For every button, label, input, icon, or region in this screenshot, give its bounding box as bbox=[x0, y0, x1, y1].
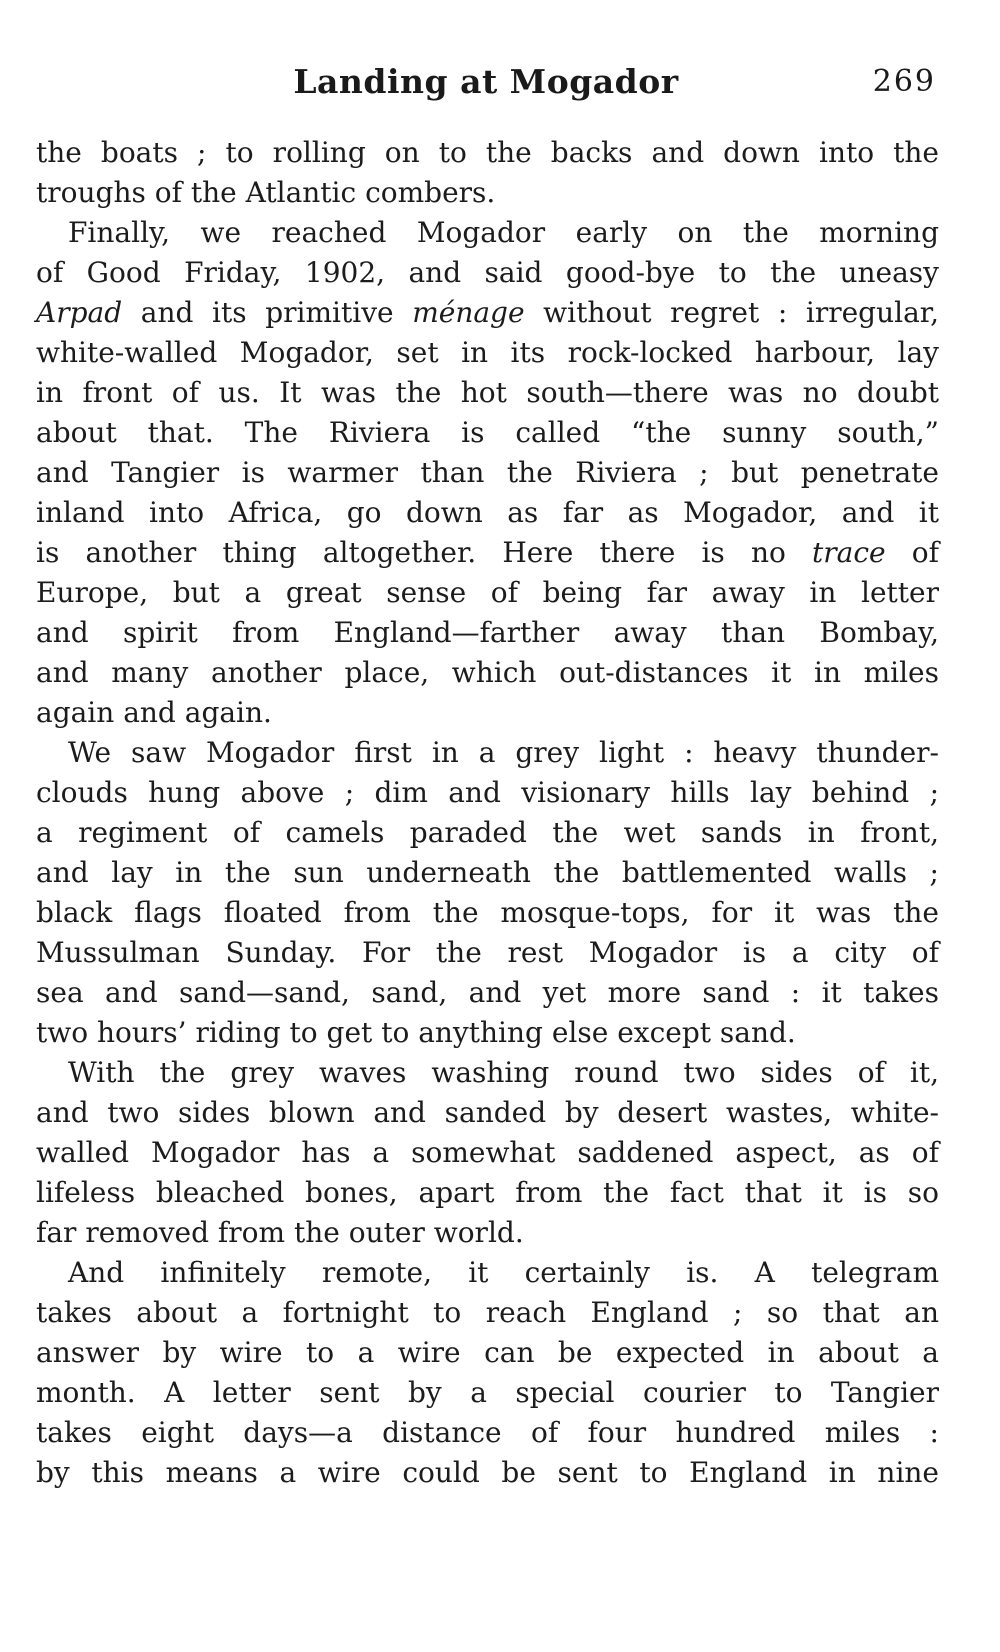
text-line: of Good Friday, 1902, and said good-bye to the uneasy bbox=[36, 256, 939, 289]
text-line: and spirit from England—farther away than Bombay, bbox=[36, 616, 939, 649]
text-line: troughs of the Atlantic combers. bbox=[36, 176, 496, 209]
text-run: of bbox=[885, 536, 940, 569]
text-line: by this means a wire could be sent to England in nine bbox=[36, 1456, 939, 1489]
text-line: month. A letter sent by a special courier to Tangier bbox=[36, 1376, 939, 1409]
paragraph bbox=[36, 213, 939, 733]
text-line bbox=[36, 533, 939, 573]
text-line: answer by wire to a wire can be expected in about a bbox=[36, 1336, 939, 1369]
text-line: again and again. bbox=[36, 696, 272, 729]
text-line: And infinitely remote, it certainly is. A telegram bbox=[68, 1256, 939, 1289]
page-header bbox=[36, 62, 936, 112]
page-number: 269 bbox=[872, 64, 936, 99]
text-line: We saw Mogador first in a grey light : heavy thunder- bbox=[68, 736, 939, 769]
text-line: inland into Africa, go down as far as Mogador, and it bbox=[36, 496, 939, 529]
body-text bbox=[36, 133, 939, 1493]
text-line: and lay in the sun underneath the battlemented walls ; bbox=[36, 856, 939, 889]
text-line: the boats ; to rolling on to the backs and down into the bbox=[36, 136, 939, 169]
paragraph bbox=[36, 733, 939, 1053]
text-line: in front of us. It was the hot south—there was no doubt bbox=[36, 376, 939, 409]
text-line: Finally, we reached Mogador early on the morning bbox=[68, 216, 939, 249]
text-run: and its primitive bbox=[122, 296, 413, 329]
paragraph bbox=[36, 1053, 939, 1253]
paragraph bbox=[36, 1253, 939, 1493]
italic-ship-name: Arpad bbox=[36, 296, 123, 329]
text-line: and Tangier is warmer than the Riviera ; but penetrate bbox=[36, 456, 939, 489]
text-line: With the grey waves washing round two sides of it, bbox=[68, 1056, 939, 1089]
text-line: Europe, but a great sense of being far away in letter bbox=[36, 576, 939, 609]
running-title: Landing at Mogador bbox=[293, 62, 679, 101]
text-line: a regiment of camels paraded the wet sands in front, bbox=[36, 816, 939, 849]
text-line bbox=[36, 293, 939, 333]
text-line: black flags floated from the mosque-tops, for it was the bbox=[36, 896, 939, 929]
paragraph bbox=[36, 133, 939, 213]
text-line: takes eight days—a distance of four hundred miles : bbox=[36, 1416, 939, 1449]
text-line: lifeless bleached bones, apart from the fact that it is so bbox=[36, 1176, 939, 1209]
text-run: without regret : irregular, bbox=[524, 296, 939, 329]
text-line: and two sides blown and sanded by desert wastes, white- bbox=[36, 1096, 939, 1129]
text-line: white-walled Mogador, set in its rock-locked harbour, lay bbox=[36, 336, 939, 369]
text-line: clouds hung above ; dim and visionary hills lay behind ; bbox=[36, 776, 939, 809]
text-line: walled Mogador has a somewhat saddened aspect, as of bbox=[36, 1136, 939, 1169]
italic-word: trace bbox=[812, 536, 886, 569]
text-run: is another thing altogether. Here there is no bbox=[36, 536, 813, 569]
text-line: far removed from the outer world. bbox=[36, 1216, 524, 1249]
text-line: Mussulman Sunday. For the rest Mogador is a city of bbox=[36, 936, 939, 969]
text-line: two hours’ riding to get to anything else except sand. bbox=[36, 1016, 796, 1049]
text-line: about that. The Riviera is called “the sunny south,” bbox=[36, 416, 939, 449]
text-line: and many another place, which out-distances it in miles bbox=[36, 656, 939, 689]
italic-word: ménage bbox=[412, 296, 525, 329]
text-line: sea and sand—sand, sand, and yet more sand : it takes bbox=[36, 976, 939, 1009]
text-line: takes about a fortnight to reach England ; so that an bbox=[36, 1296, 939, 1329]
